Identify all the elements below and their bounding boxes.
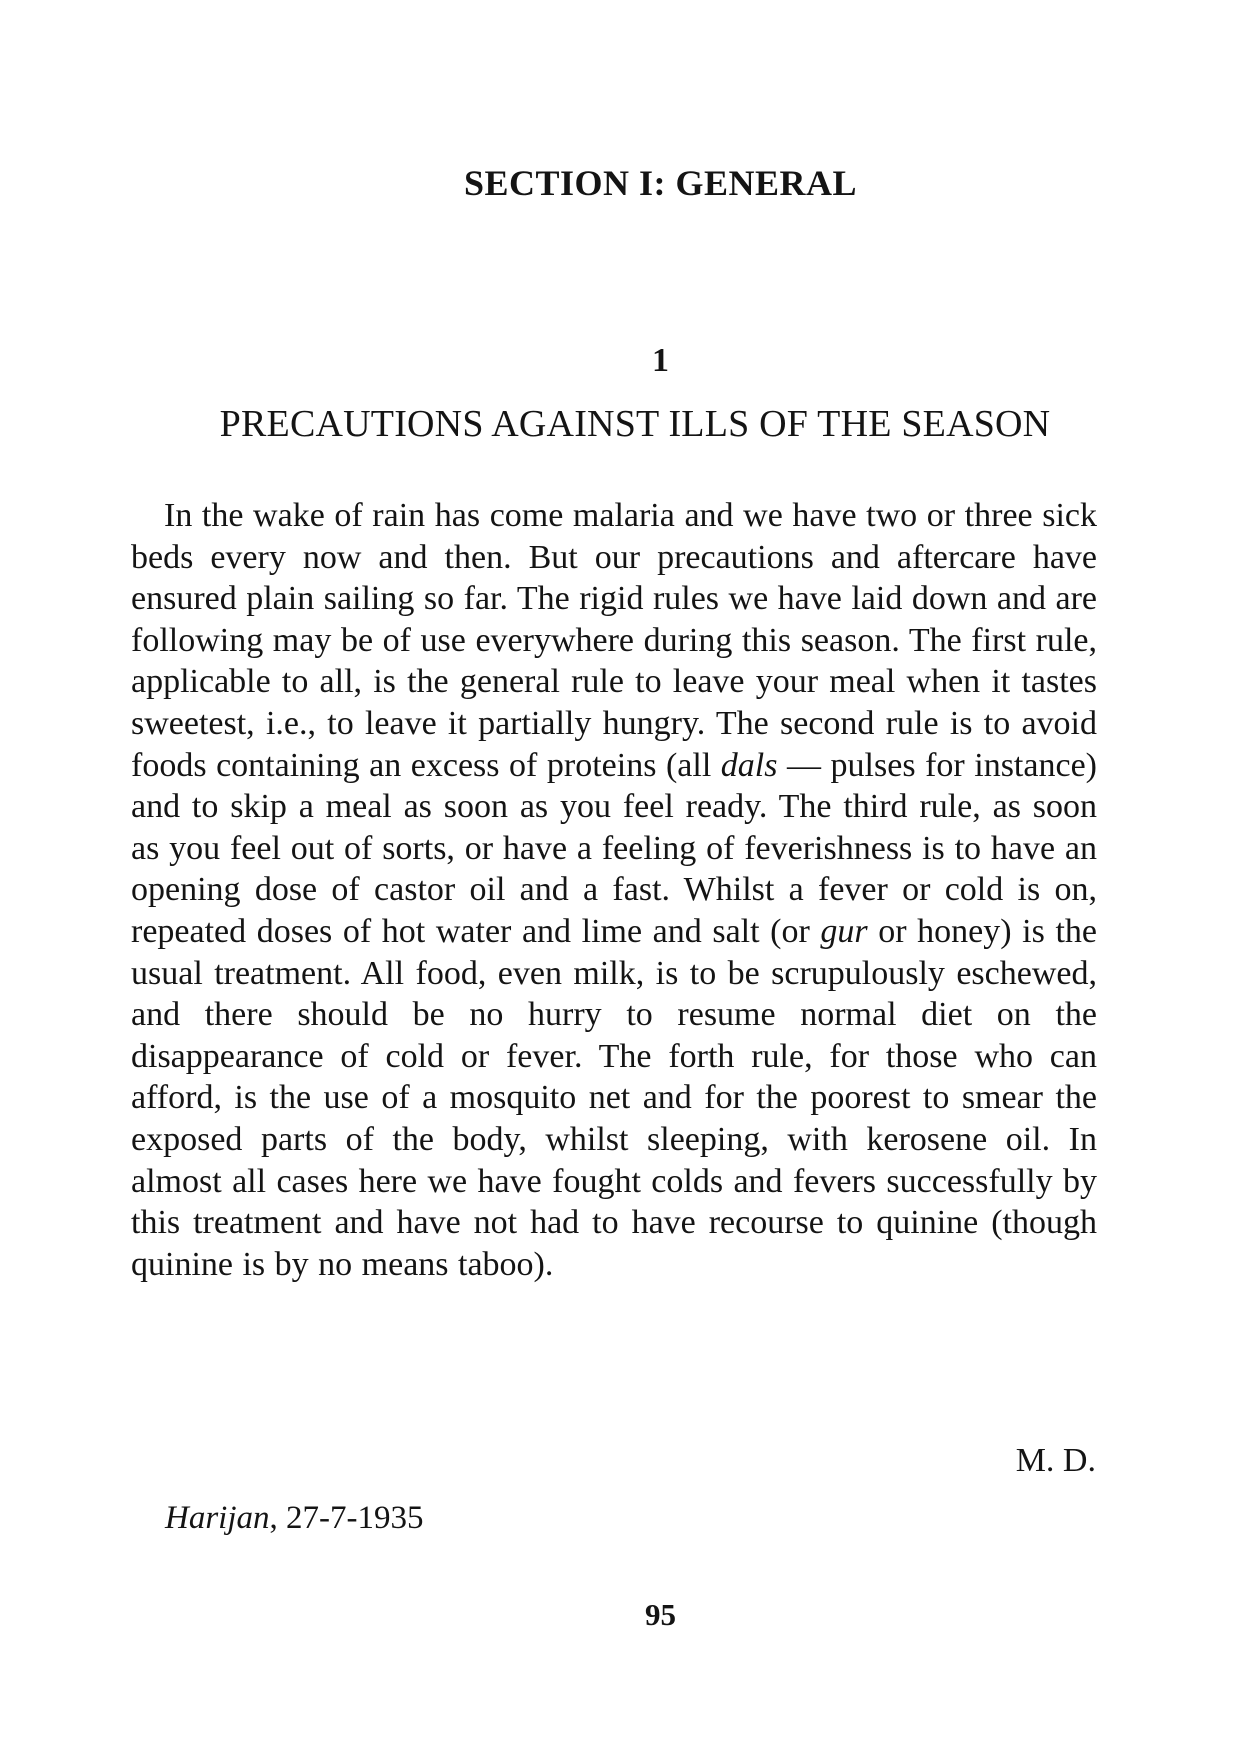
body-paragraph — [131, 495, 1097, 1285]
source-date: 27-7-1935 — [286, 1500, 424, 1536]
body-text-part-1: In the wake of rain has come malaria and we have two or three sick beds every now and then. But our precautions and aftercare have ensured plain sailing so far. The rigid rules we have laid down and are following may be of use everywhere during this season. The first rule, applicable to all, is the general rule to leave your meal when it tastes sweetest, i.e., to leave it partially hungry. The second rule is to avoid foods containing an excess of proteins (all — [131, 497, 1097, 784]
body-italic-dals: dals — [720, 746, 778, 784]
section-heading: SECTION I: GENERAL — [463, 163, 858, 203]
body-text-part-2: — pulses for instance) and to skip a meal as soon as you feel ready. The third rule, as soon as you feel out of sorts, or have a feeling of feverishness is to have an opening dose of castor oil and a fast. Whilst a fever or cold is on, repeated doses of hot water and lime and salt (or — [131, 746, 1097, 950]
author-signature: M. D. — [1015, 1442, 1096, 1479]
body-text-part-3: or honey) is the usual treatment. All food, even milk, is to be scrupulously eschewed, and there should be no hurry to resume normal diet on the disappearance of cold or fever. The forth rule, for those who can afford, is the use of a mosquito net and for the poorest to smear the exposed parts of the body, whilst sleeping, with kerosene oil. In almost all cases here we have fought colds and fevers successfully by this treatment and have not had to have recourse to quinine (though quinine is by no means taboo). — [131, 912, 1097, 1283]
source-citation — [165, 1500, 424, 1537]
body-italic-gur: gur — [820, 912, 868, 950]
chapter-number: 1 — [652, 342, 669, 379]
chapter-title: PRECAUTIONS AGAINST ILLS OF THE SEASON — [219, 403, 1051, 445]
source-name: Harijan — [165, 1500, 270, 1536]
page-number: 95 — [645, 1597, 676, 1632]
source-separator: , — [269, 1500, 287, 1536]
